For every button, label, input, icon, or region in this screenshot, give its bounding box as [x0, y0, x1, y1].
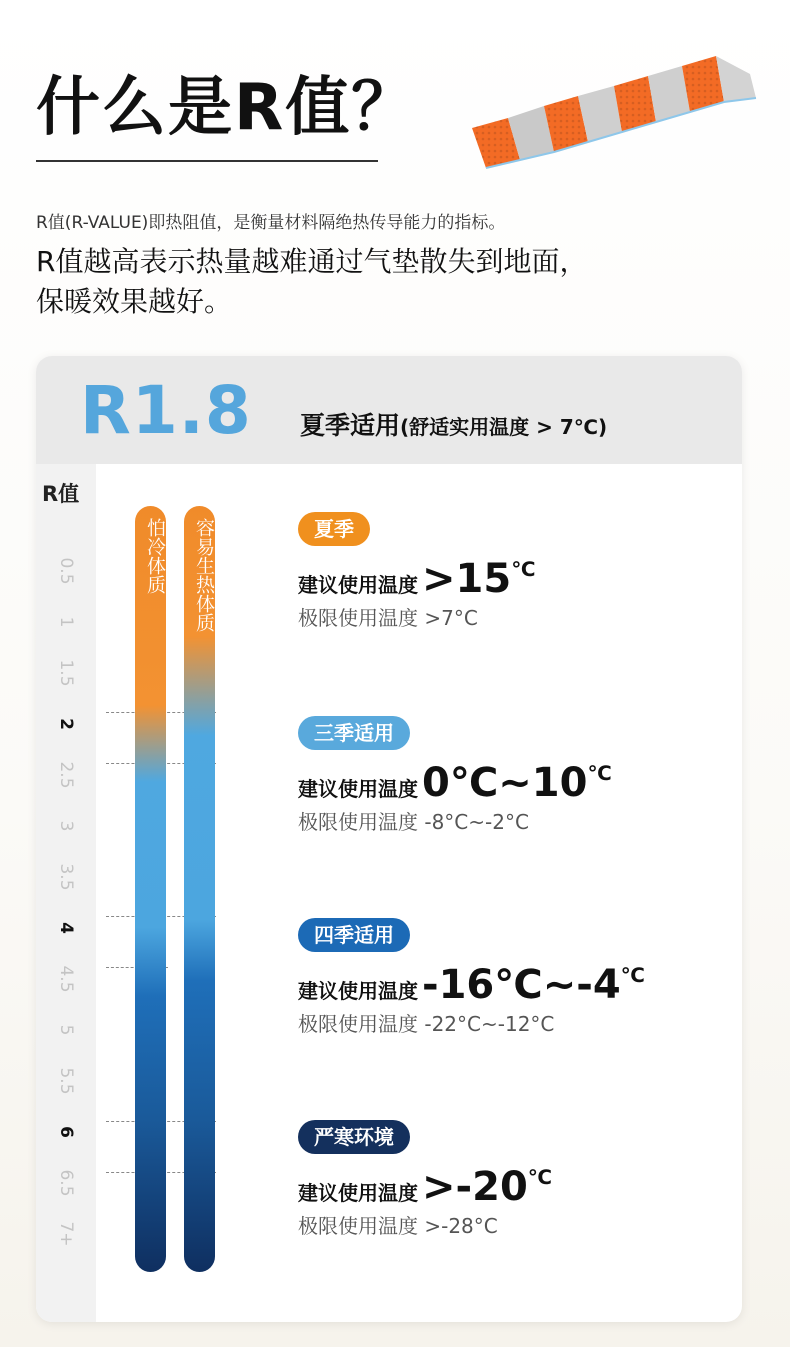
recommended-temp-value: 0℃~10℃: [422, 760, 612, 806]
r-tick: 3: [56, 820, 76, 832]
usage-note: (舒适实用温度 > 7℃): [400, 415, 608, 439]
sleeping-pad-icon: [468, 40, 768, 170]
limit-temp-value: -22°C~-12°C: [424, 1012, 555, 1036]
recommended-temp-value: >-20℃: [422, 1164, 552, 1210]
cold-body-bar: [135, 506, 166, 1272]
recommended-temp-label: 建议使用温度: [298, 573, 418, 597]
limit-temp-row: [298, 602, 535, 631]
limit-temp-label: 极限使用温度: [298, 810, 418, 834]
r-value-card: [36, 356, 742, 1322]
season-badge: 四季适用: [298, 918, 410, 952]
season-four-season: [298, 918, 645, 1037]
usage-heading: [300, 406, 607, 442]
r-tick: 6.5: [56, 1169, 76, 1197]
r-tick: 6: [56, 1126, 76, 1138]
page-title: 什么是R值？: [36, 71, 418, 145]
recommended-temp-value: -16℃~-4℃: [422, 962, 645, 1008]
recommended-temp-value: >15℃: [422, 556, 536, 602]
recommended-temp-label: 建议使用温度: [298, 777, 418, 801]
recommended-temp-label: 建议使用温度: [298, 1181, 418, 1205]
r-value-number: R1.8: [80, 372, 252, 449]
limit-temp-row: [298, 806, 612, 835]
season-three-season: [298, 716, 612, 835]
r-tick: 0.5: [56, 557, 76, 585]
season-extreme-cold: [298, 1120, 552, 1239]
card-header: [36, 356, 742, 464]
season-badge: 严寒环境: [298, 1120, 410, 1154]
limit-temp-value: >-28°C: [424, 1214, 498, 1238]
r-tick: 1.5: [56, 659, 76, 687]
limit-temp-row: [298, 1210, 552, 1239]
season-summer: [298, 512, 535, 631]
r-tick: 7+: [56, 1221, 76, 1247]
limit-temp-label: 极限使用温度: [298, 1012, 418, 1036]
recommended-temp-row: [298, 760, 612, 806]
recommended-temp-row: [298, 1164, 552, 1210]
hot-body-label: 容易生热体质: [193, 518, 215, 632]
limit-temp-label: 极限使用温度: [298, 1214, 418, 1238]
recommended-temp-row: [298, 556, 535, 602]
r-tick: 5.5: [56, 1067, 76, 1095]
r-tick: 4.5: [56, 965, 76, 993]
r-value-definition: R值(R-VALUE)即热阻值，是衡量材料隔绝热传导能力的指标。: [36, 213, 506, 233]
r-tick: 2.5: [56, 761, 76, 789]
r-tick: 1: [56, 616, 76, 628]
cold-body-label: 怕冷体质: [144, 518, 166, 594]
usage-label: 夏季适用: [300, 411, 401, 440]
r-tick: 3.5: [56, 863, 76, 891]
recommended-temp-label: 建议使用温度: [298, 979, 418, 1003]
season-badge: 夏季: [298, 512, 370, 546]
recommended-temp-row: [298, 962, 645, 1008]
r-tick: 5: [56, 1024, 76, 1036]
r-tick: 4: [56, 922, 76, 934]
r-axis-label: R值: [42, 482, 80, 506]
r-tick: 2: [56, 718, 76, 730]
r-value-explanation: R值越高表示热量越难通过气垫散失到地面，保暖效果越好。: [36, 245, 588, 318]
limit-temp-row: [298, 1008, 645, 1037]
limit-temp-value: -8°C~-2°C: [424, 810, 529, 834]
season-badge: 三季适用: [298, 716, 410, 750]
limit-temp-label: 极限使用温度: [298, 606, 418, 630]
title-underline: [36, 160, 378, 162]
r-scale: [36, 464, 96, 1322]
hot-body-bar: [184, 506, 215, 1272]
limit-temp-value: >7°C: [424, 606, 478, 630]
